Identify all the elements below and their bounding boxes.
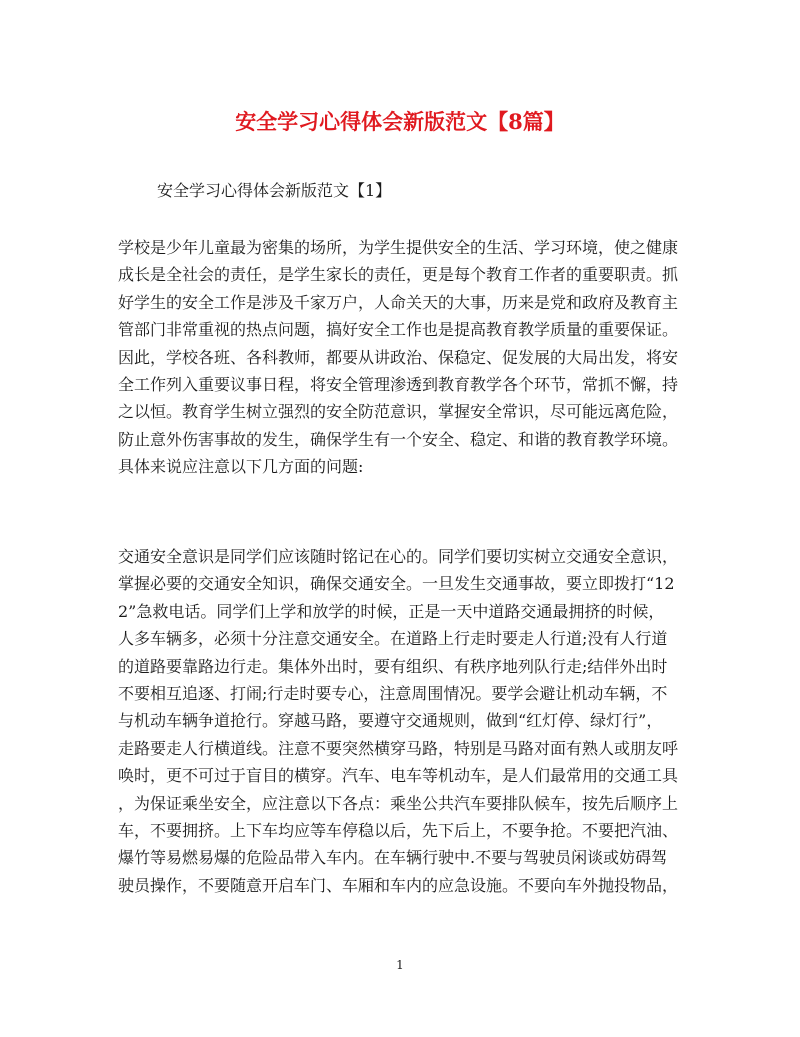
paragraph-line: 交通安全意识是同学们应该随时铭记在心的。同学们要切实树立交通安全意识， bbox=[118, 547, 679, 566]
paragraph-line: 防止意外伤害事故的发生，确保学生有一个安全、稳定、和谐的教育教学环境。 bbox=[118, 429, 679, 449]
paragraph-line: 成长是全社会的责任，是学生家长的责任，更是每个教育工作者的重要职责。抓 bbox=[118, 265, 679, 285]
paragraph-traffic-safety bbox=[118, 543, 678, 899]
paragraph-line: 2”急救电话。同学们上学和放学的时候，正是一天中道路交通最拥挤的时候， bbox=[118, 601, 665, 621]
document-title: 安全学习心得体会新版范文【8篇】 bbox=[235, 109, 565, 134]
paragraph-line: 因此，学校各班、各科教师，都要从讲政治、保稳定、促发展的大局出发，将安 bbox=[118, 347, 679, 367]
paragraph-line: 驶员操作，不要随意开启车门、车厢和车内的应急设施。不要向车外抛投物品， bbox=[118, 875, 679, 895]
paragraph-line: 爆竹等易燃易爆的危险品带入车内。在车辆行驶中.不要与驾驶员闲谈或妨碍驾 bbox=[118, 848, 668, 868]
paragraph-line: ，为保证乘坐安全，应注意以下各点：乘坐公共汽车要排队候车，按先后顺序上 bbox=[118, 793, 679, 813]
paragraph-line: 之以恒。教育学生树立强烈的安全防范意识，掌握安全常识，尽可能远离危险， bbox=[118, 402, 679, 422]
paragraph-line: 不要相互追逐、打闹;行走时要专心，注意周围情况。要学会避让机动车辆，不 bbox=[118, 684, 668, 704]
page-number: 1 bbox=[396, 958, 404, 972]
paragraph-intro bbox=[118, 234, 678, 481]
paragraph-line: 学校是少年儿童最为密集的场所，为学生提供安全的生活、学习环境，使之健康 bbox=[118, 238, 679, 257]
paragraph-line: 管部门非常重视的热点问题，搞好安全工作也是提高教育教学质量的重要保证。 bbox=[118, 320, 679, 340]
section-subtitle: 安全学习心得体会新版范文【1】 bbox=[157, 181, 392, 200]
paragraph-line: 掌握必要的交通安全知识，确保交通安全。一旦发生交通事故，要立即拨打“12 bbox=[118, 574, 675, 594]
paragraph-line: 车，不要拥挤。上下车均应等车停稳以后，先下后上，不要争抢。不要把汽油、 bbox=[118, 821, 679, 841]
paragraph-line: 的道路要靠路边行走。集体外出时，要有组织、有秩序地列队行走;结伴外出时 bbox=[118, 656, 668, 676]
paragraph-line: 人多车辆多，必须十分注意交通安全。在道路上行走时要走人行道;没有人行道 bbox=[118, 629, 668, 649]
paragraph-line: 与机动车辆争道抢行。穿越马路，要遵守交通规则，做到“红灯停、绿灯行”， bbox=[118, 711, 663, 731]
paragraph-line: 好学生的安全工作是涉及千家万户，人命关天的大事，历来是党和政府及教育主 bbox=[118, 292, 679, 312]
paragraph-line: 全工作列入重要议事日程，将安全管理渗透到教育教学各个环节，常抓不懈，持 bbox=[118, 375, 679, 395]
paragraph-line: 唤时，更不可过于盲目的横穿。汽车、电车等机动车，是人们最常用的交通工具 bbox=[118, 766, 679, 786]
paragraph-line: 走路要走人行横道线。注意不要突然横穿马路，特别是马路对面有熟人或朋友呼 bbox=[118, 738, 679, 758]
paragraph-line: 具体来说应注意以下几方面的问题: bbox=[118, 457, 364, 477]
